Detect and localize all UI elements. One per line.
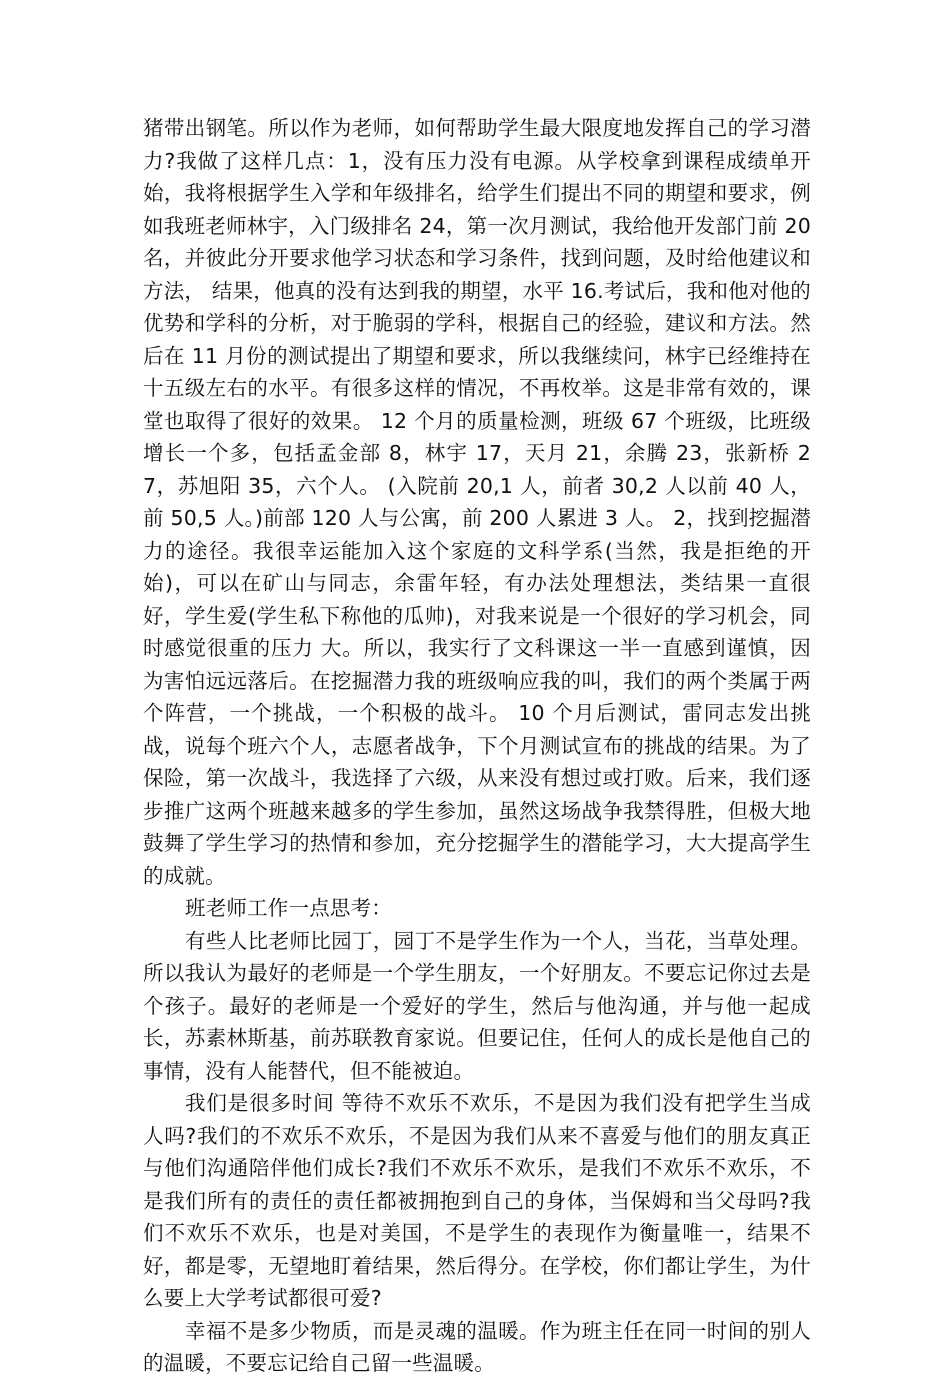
paragraph-unhappiness: 我们是很多时间 等待不欢乐不欢乐，不是因为我们没有把学生当成人吗?我们的不欢乐不欢乐，不是因为我们从来不喜爱与他们的朋友真正与他们沟通陪伴他们成长?我们不欢乐不欢乐，是我们不欢乐不欢乐，不是我们所有的责任的责任都被拥抱到自己的身体，当保姆和当父母吗?我们不欢乐不欢乐，也是对美国，不是学生的表现作为衡量唯一，结果不好，都是零，无望地盯着结果，然后得分。在学校，你们都让学生，为什么要上大学考试都很可爱? bbox=[143, 1091, 811, 1310]
paragraph-continuation: 猪带出钢笔。所以作为老师，如何帮助学生最大限度地发挥自己的学习潜力?我做了这样几点：1，没有压力没有电源。从学校拿到课程成绩单开始，我将根据学生入学和年级排名，给学生们提出不同的期望和要求，例如我班老师林宇，入门级排名 24，第一次月测试，我给他开发部门前 20 名，并彼此分开要求他学习状态和学习条件，找到问题，及时给他建议和方法， 结果，他真的没有达到我的期望，水平 16.考试后，我和他对他的优势和学科的分析，对于脆弱的学科，根据自己的经验，建议和方法。然后在 11 月份的测试提出了期望和要求，所以我继续问，林宇已经维持在十五级左右的水平。有很多这样的情况，不再枚举。这是非常有效的，课堂也取得了很好的效果。 12 个月的质量检测，班级 67 个班级，比班级增长一个多，包括孟金部 8，林宇 17，天月 21，余腾 23，张新桥 27，苏旭阳 35，六个人。 (入院前 20,1 人，前者 30,2 人以前 40 人，前 50,5 人。)前部 120 人与公寓，前 200 人累进 3 人。 2，找到挖掘潜力的途径。我很幸运能加入这个家庭的文科学系(当然，我是拒绝的开始)，可以在矿山与同志，余雷年轻，有办法处理想法，类结果一直很好，学生爱(学生私下称他的瓜帅)，对我来说是一个很好的学习机会，同时感觉很重的压力 大。所以，我实行了文科课这一半一直感到谨慎，因为害怕远远落后。在挖掘潜力我的班级响应我的叫，我们的两个类属于两个阵营，一个挑战，一个积极的战斗。 10 个月后测试，雷同志发出挑战，说每个班六个人，志愿者战争，下个月测试宣布的挑战的结果。为了保险，第一次战斗，我选择了六级，从来没有想过或打败。后来，我们逐步推广这两个班越来越多的学生参加，虽然这场战争我禁得胜，但极大地鼓舞了学生学习的热情和参加，充分挖掘学生的潜能学习，大大提高学生的成就。 bbox=[143, 116, 811, 888]
paragraph-teacher-as-friend: 有些人比老师比园丁，园丁不是学生作为一个人，当花，当草处理。所以我认为最好的老师是一个学生朋友，一个好朋友。不要忘记你过去是个孩子。最好的老师是一个爱好的学生，然后与他沟通，并与他一起成长，苏素林斯基，前苏联教育家说。但要记住，任何人的成长是他自己的事情，没有人能替代，但不能被迫。 bbox=[143, 928, 811, 1083]
paragraph-heading-reflection: 班老师工作一点思考： bbox=[185, 896, 392, 920]
document-body bbox=[143, 112, 811, 1380]
paragraph-happiness: 幸福不是多少物质，而是灵魂的温暖。作为班主任在同一时间的别人的温暖，不要忘记给自己留一些温暖。 bbox=[143, 1318, 811, 1375]
